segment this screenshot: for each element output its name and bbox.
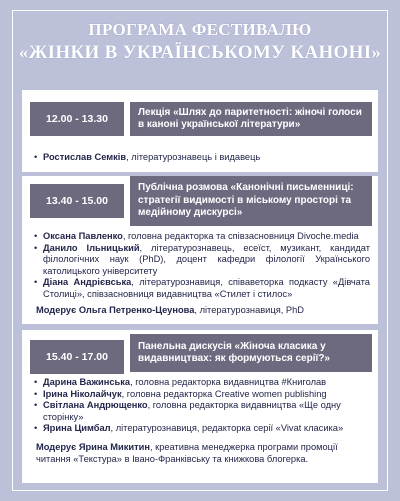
session-1-speakers — [34, 152, 370, 164]
session-3-moderator — [36, 442, 370, 465]
speaker-item — [34, 389, 370, 401]
session-2-topic: Публічна розмова «Канонічні письменниці: стратегії видимості в міському просторі та медійному дискурсі» — [130, 176, 372, 226]
speaker-name: Ярина Цимбал — [43, 423, 111, 434]
session-2-moderator — [36, 305, 370, 317]
speaker-desc: , головна редакторка видавництва «Ще одну сторінку» — [43, 400, 341, 422]
speaker-desc: , головна редакторка Creative women publishing — [121, 388, 327, 399]
speaker-desc: , літературознавиця, співаветорка подкасту «Дівчата Столиці», співзасновниця видавництва «Стилет і стилос» — [43, 277, 370, 299]
speaker-name: Дарина Важинська — [43, 377, 131, 387]
session-1-topic: Лекція «Шлях до паритетності: жіночі голоси в каноні української літератури» — [130, 102, 372, 136]
speaker-item — [34, 400, 370, 423]
speaker-item — [34, 152, 370, 164]
speaker-item — [34, 377, 370, 389]
speaker-name: Оксана Павленко — [43, 231, 123, 241]
speaker-desc: , літературознавиця, редакторка серії «Vivat класика» — [110, 423, 344, 434]
speaker-name: Ірина Ніколайчук — [43, 388, 122, 399]
speaker-item — [34, 243, 370, 278]
session-2-time: 13.40 - 15.00 — [30, 184, 124, 218]
speaker-desc: , літературознавець і видавець — [126, 152, 261, 162]
session-3 — [22, 330, 378, 483]
speaker-desc: , літературознавець, есеїст, музикант, кандидат філологічних наук (PhD), доцент кафедри філології Українського католицького університету — [43, 242, 371, 276]
session-2-speakers — [34, 231, 370, 301]
speaker-item — [34, 231, 370, 243]
session-1 — [22, 90, 378, 172]
speaker-desc: , головна редакторка та співзасновниця Divoche.media — [122, 231, 359, 241]
moderator-desc: , літературознавиця, PhD — [194, 305, 304, 315]
speaker-name: Ростислав Семків — [43, 152, 127, 162]
speaker-name: Данило Ільницький — [43, 242, 140, 253]
moderator-name: Модерує Ольга Петренко-Цеунова — [36, 305, 195, 315]
session-1-time: 12.00 - 13.30 — [30, 102, 124, 136]
moderator-name: Модерує Ярина Микитин — [36, 442, 150, 452]
speaker-desc: , головна редакторка видавництва #Книголав — [130, 377, 327, 387]
session-3-speakers — [34, 377, 370, 435]
speaker-item — [34, 277, 370, 300]
speaker-name: Діана Андрієвська — [43, 277, 132, 288]
session-2 — [22, 176, 378, 324]
program-header — [0, 0, 400, 80]
speaker-item — [34, 423, 370, 435]
moderator-desc: , креативна менеджерка програми промоції читання «Текстура» в Івано-Франківську та книжкова блогерка. — [36, 442, 338, 464]
program-title-line-1: ПРОГРАМА ФЕСТИВАЛЮ — [88, 20, 312, 39]
session-3-time: 15.40 - 17.00 — [30, 340, 124, 374]
speaker-name: Світлана Андрющенко — [43, 400, 148, 411]
program-title-line-2: «ЖІНКИ В УКРАЇНСЬКОМУ КАНОНІ» — [18, 42, 382, 63]
session-3-topic: Панельна дискусія «Жіноча класика у видавництвах: як формуються серії?» — [130, 334, 372, 372]
